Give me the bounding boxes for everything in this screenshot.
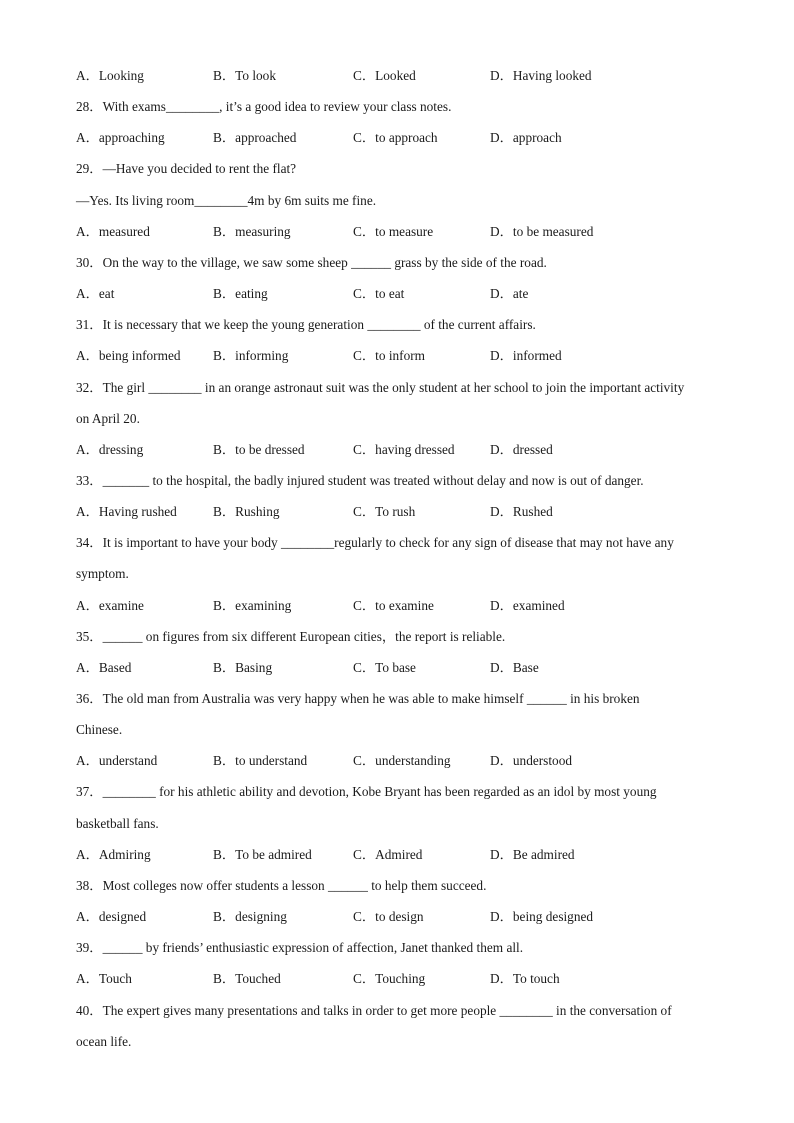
option-c: C．Looked: [353, 68, 416, 83]
question-stem: 36．The old man from Australia was very happy when he was able to make himself ______ in his broken: [76, 691, 640, 706]
option-a: A．measured: [76, 223, 150, 239]
option-c: C．to design: [353, 909, 424, 925]
answer-options: [76, 971, 736, 987]
question-stem-continued: ocean life.: [76, 1033, 132, 1049]
option-b: B．To be admired: [213, 846, 312, 862]
option-b: B．to understand: [213, 753, 308, 769]
option-c: C．to approach: [353, 130, 438, 146]
option-b: B．to be dressed: [213, 441, 305, 457]
question-stem-continued: basketball fans.: [76, 815, 159, 831]
option-c: C．to examine: [353, 597, 434, 613]
question-stem-continued: —Yes. Its living room________4m by 6m suits me fine.: [76, 192, 377, 208]
option-b: B．approached: [213, 130, 297, 146]
option-c: C．To rush: [353, 504, 416, 520]
option-c: C．Touching: [353, 971, 426, 987]
question-stem: 29．—Have you decided to rent the flat?: [76, 161, 297, 177]
option-d: D．to be measured: [490, 223, 594, 239]
option-a: A．designed: [76, 909, 147, 925]
option-a: A．examine: [76, 597, 144, 613]
answer-options: [76, 442, 736, 458]
question-stem-continued: symptom.: [76, 566, 129, 582]
option-b: B．Rushing: [213, 504, 280, 520]
answer-options: [76, 224, 736, 240]
option-d: D．dressed: [490, 441, 553, 457]
option-a: A．understand: [76, 753, 158, 769]
option-a: A．Looking: [76, 68, 144, 83]
option-d: D．approach: [490, 130, 562, 146]
option-d: D．being designed: [490, 909, 594, 925]
option-b: B．designing: [213, 909, 287, 925]
option-a: A．eat: [76, 286, 115, 302]
question-stem: 40．The expert gives many presentations and talks in order to get more people ________ in the conversation of: [76, 1002, 672, 1018]
answer-options: [76, 348, 736, 364]
answer-options: [76, 286, 736, 302]
question-stem-continued: on April 20.: [76, 410, 140, 426]
option-c: C．having dressed: [353, 441, 455, 457]
question-stem: 31．It is necessary that we keep the young generation ________ of the current affairs.: [76, 317, 536, 333]
question-stem: 39．______ by friends’ enthusiastic expression of affection, Janet thanked them all.: [76, 940, 524, 956]
option-c: C．understanding: [353, 753, 451, 769]
option-d: D．understood: [490, 753, 572, 769]
option-c: C．to inform: [353, 348, 426, 364]
option-b: B．measuring: [213, 223, 291, 239]
option-d: D．Be admired: [490, 846, 575, 862]
question-stem: 28．With exams________, it’s a good idea to review your class notes.: [76, 99, 452, 115]
option-d: D．ate: [490, 286, 529, 302]
option-a: A．approaching: [76, 130, 165, 146]
option-c: C．Admired: [353, 846, 423, 862]
option-b: B．Touched: [213, 971, 281, 987]
option-d: D．informed: [490, 348, 562, 364]
answer-options: [76, 660, 736, 676]
answer-options: [76, 598, 736, 614]
question-stem-continued: Chinese.: [76, 722, 123, 738]
option-b: B．Basing: [213, 659, 273, 675]
question-stem: 32．The girl ________ in an orange astronaut suit was the only student at her school to join the important activity: [76, 379, 685, 395]
answer-options: [76, 130, 736, 146]
question-stem: 30．On the way to the village, we saw some sheep ______ grass by the side of the road.: [76, 254, 547, 270]
option-a: A．Touch: [76, 971, 132, 987]
option-b: B．examining: [213, 597, 292, 613]
question-stem: 37．________ for his athletic ability and devotion, Kobe Bryant has been regarded as an idol by most young: [76, 784, 657, 800]
answer-options: [76, 504, 736, 520]
option-c: C．to eat: [353, 286, 405, 302]
answer-options: [76, 909, 736, 925]
option-a: A．being informed: [76, 348, 181, 364]
question-stem: 34．It is important to have your body ________regularly to check for any sign of disease that may not have any: [76, 535, 674, 551]
option-d: D．Having looked: [490, 68, 592, 83]
answer-options: [76, 847, 736, 863]
option-b: B．informing: [213, 348, 289, 364]
option-a: A．dressing: [76, 441, 144, 457]
option-c: C．to measure: [353, 223, 434, 239]
option-b: B．eating: [213, 286, 268, 302]
option-d: D．Rushed: [490, 504, 553, 520]
option-a: A．Having rushed: [76, 504, 177, 520]
answer-options: [76, 68, 736, 84]
option-d: D．Base: [490, 659, 539, 675]
question-stem: 35．______ on figures from six different European cities，the report is reliable.: [76, 628, 506, 644]
option-d: D．examined: [490, 597, 565, 613]
option-b: B．To look: [213, 68, 276, 83]
option-d: D．To touch: [490, 971, 560, 987]
answer-options: [76, 753, 736, 769]
question-stem: 38．Most colleges now offer students a lesson ______ to help them succeed.: [76, 877, 487, 893]
option-a: A．Admiring: [76, 846, 151, 862]
question-stem: 33．_______ to the hospital, the badly injured student was treated without delay and now is out of danger.: [76, 472, 644, 488]
option-a: A．Based: [76, 659, 132, 675]
option-c: C．To base: [353, 659, 416, 675]
